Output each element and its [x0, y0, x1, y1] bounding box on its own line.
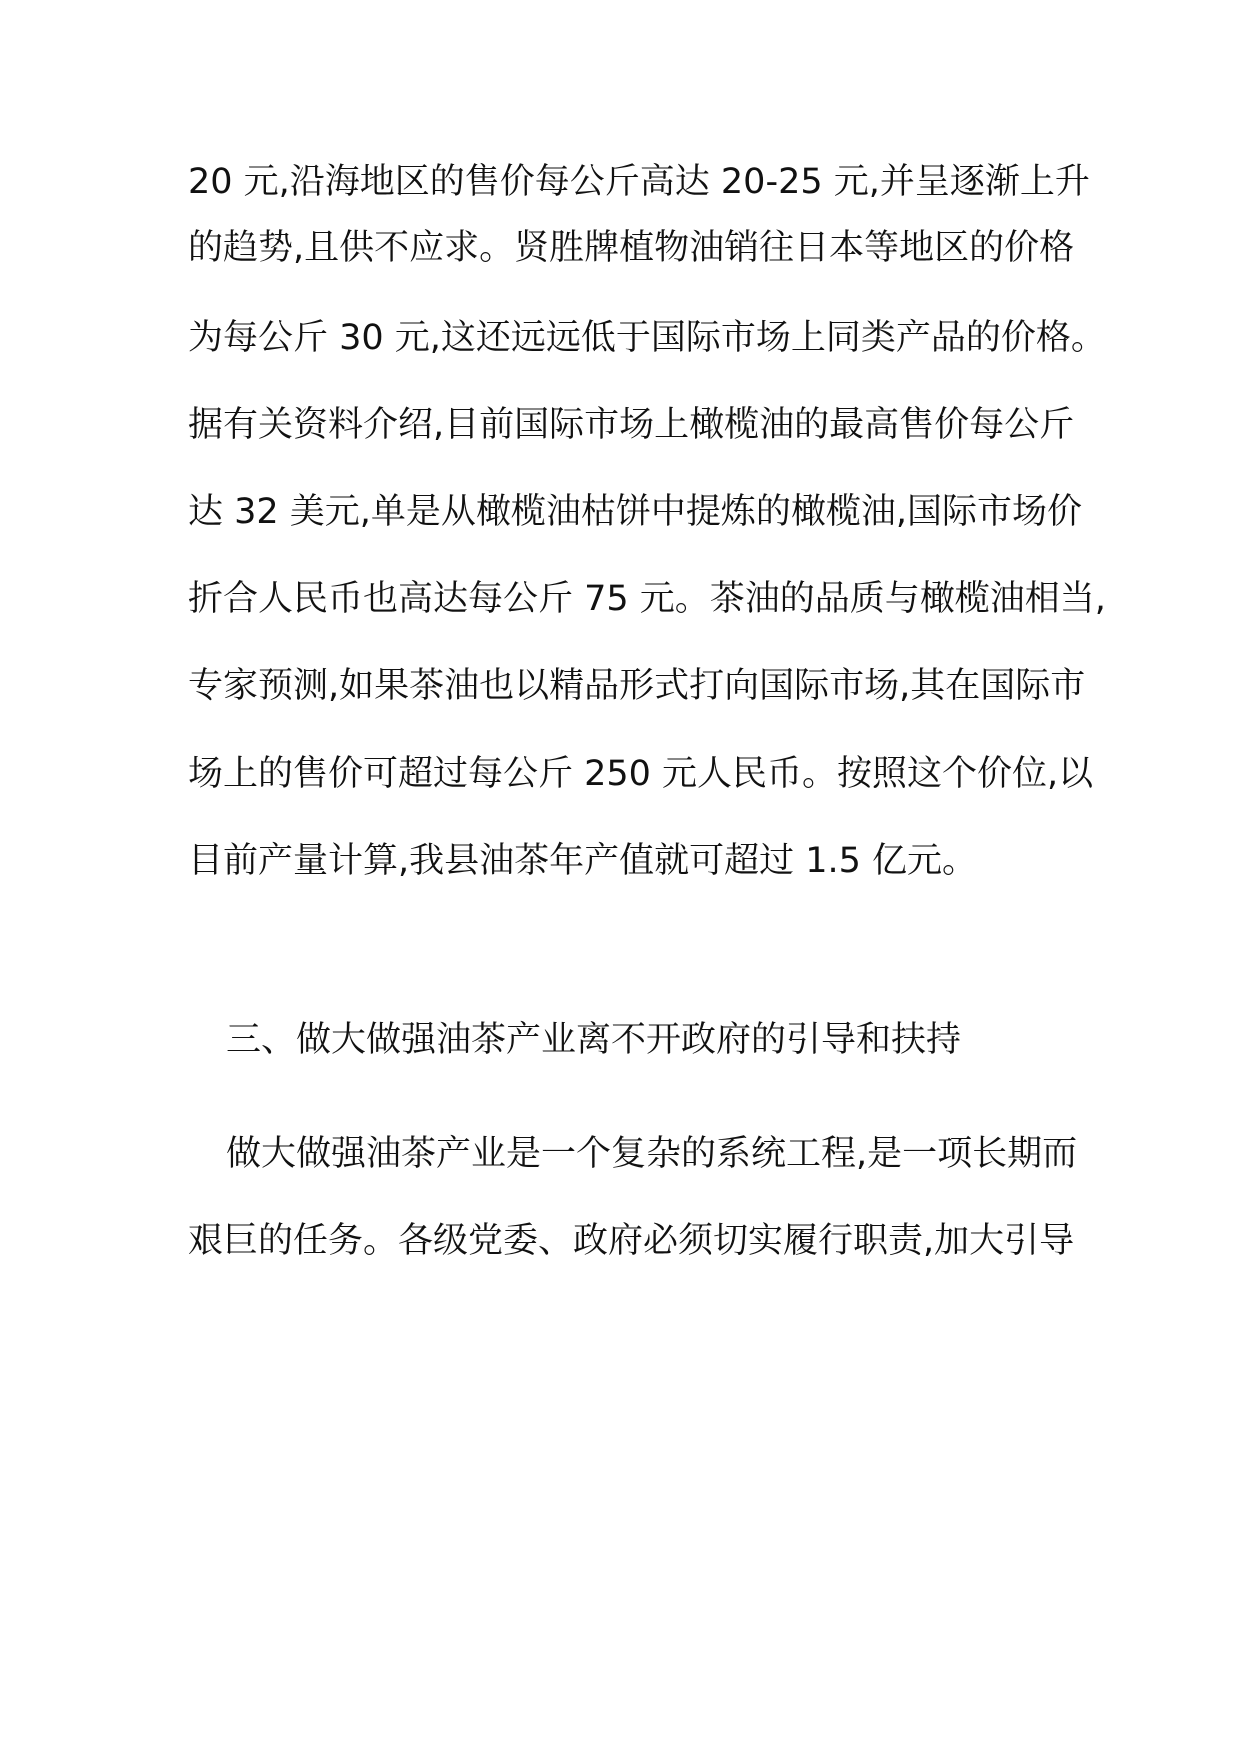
text-line: 达 32 美元,单是从橄榄油枯饼中提炼的橄榄油,国际市场价 — [188, 492, 1083, 532]
text-line: 艰巨的任务。各级党委、政府必须切实履行职责,加大引导 — [188, 1221, 1075, 1261]
section-heading: 三、做大做强油茶产业离不开政府的引导和扶持 — [226, 1020, 962, 1060]
text-line: 20 元,沿海地区的售价每公斤高达 20-25 元,并呈逐渐上升 — [188, 162, 1090, 202]
text-line: 专家预测,如果茶油也以精品形式打向国际市场,其在国际市 — [188, 666, 1086, 706]
text-line: 场上的售价可超过每公斤 250 元人民币。按照这个价位,以 — [188, 754, 1094, 794]
text-line: 目前产量计算,我县油茶年产值就可超过 1.5 亿元。 — [188, 841, 978, 881]
text-line: 做大做强油茶产业是一个复杂的系统工程,是一项长期而 — [226, 1134, 1078, 1174]
text-line: 据有关资料介绍,目前国际市场上橄榄油的最高售价每公斤 — [188, 405, 1075, 445]
text-line: 的趋势,且供不应求。贤胜牌植物油销往日本等地区的价格 — [188, 228, 1075, 268]
text-line: 折合人民币也高达每公斤 75 元。茶油的品质与橄榄油相当, — [188, 579, 1106, 619]
text-line: 为每公斤 30 元,这还远远低于国际市场上同类产品的价格。 — [188, 318, 1106, 358]
